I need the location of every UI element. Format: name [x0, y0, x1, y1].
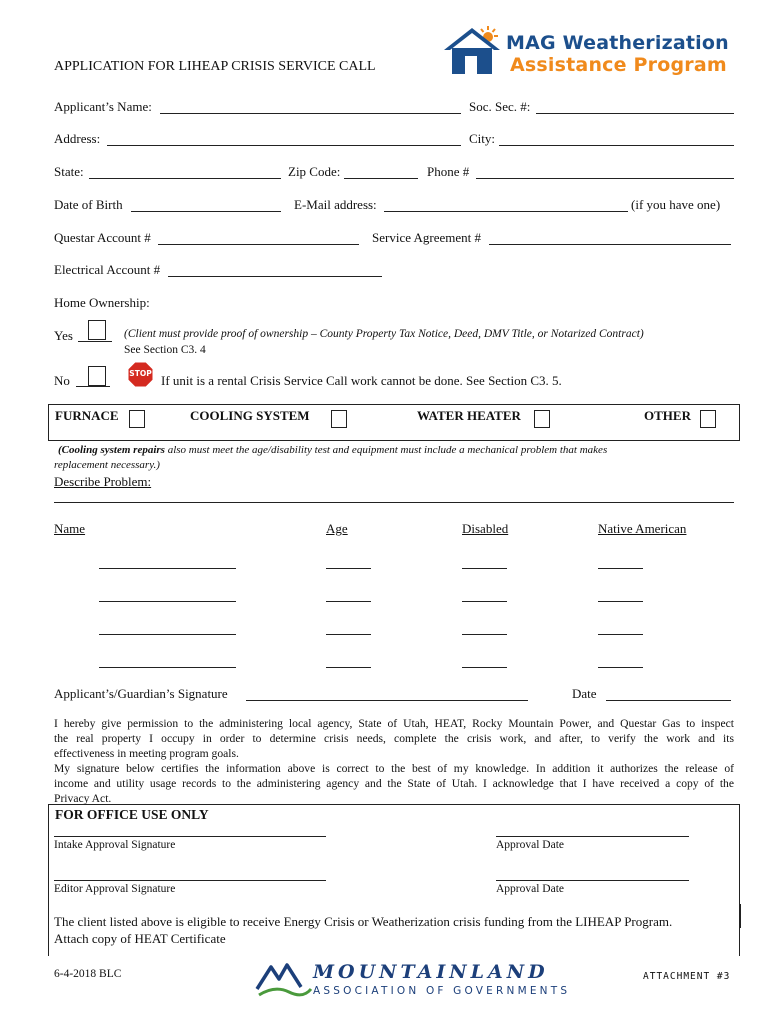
stop-sign-text: STOP — [129, 369, 152, 378]
address-line[interactable] — [107, 145, 461, 146]
office-title: FOR OFFICE USE ONLY — [55, 807, 209, 822]
yes-section: See Section C3. 4 — [124, 344, 206, 356]
stop-sign-icon — [127, 361, 154, 388]
phone-label: Phone # — [427, 164, 470, 179]
dob-label: Date of Birth — [54, 197, 123, 212]
row4-name[interactable] — [99, 667, 236, 668]
zip-line[interactable] — [344, 178, 418, 179]
mountainland-logo — [255, 959, 571, 1003]
applicant-name-label: Applicant’s Name: — [54, 99, 152, 114]
no-label: No — [54, 373, 70, 388]
logo-line2: Assistance Program — [510, 54, 727, 76]
row1-name[interactable] — [99, 568, 236, 569]
eligible-line2: Attach copy of HEAT Certificate — [54, 931, 226, 946]
row4-age[interactable] — [326, 667, 371, 668]
editor-label: Editor Approval Signature — [54, 883, 176, 895]
permission-line4: My signature below certifies the information above is correct to the best of my knowledge. In addition it authorizes the release of — [54, 762, 734, 775]
cooling-note — [58, 444, 607, 456]
questar-line[interactable] — [158, 244, 359, 245]
org-line1: MOUNTAINLAND — [313, 961, 549, 983]
yes-checkbox[interactable] — [88, 320, 106, 340]
row2-age[interactable] — [326, 601, 371, 602]
electrical-line[interactable] — [168, 276, 382, 277]
date-line[interactable] — [606, 700, 731, 701]
attachment-label: ATTACHMENT #3 — [643, 971, 731, 982]
email-note: (if you have one) — [631, 197, 721, 212]
row3-disabled[interactable] — [462, 634, 507, 635]
soc-sec-label: Soc. Sec. #: — [469, 99, 531, 114]
footer-code: 6-4-2018 BLC — [54, 968, 122, 980]
no-note: If unit is a rental Crisis Service Call work cannot be done. See Section C3. 5. — [161, 373, 562, 388]
mag-logo — [442, 24, 729, 80]
yes-label: Yes — [54, 328, 73, 343]
col-age: Age — [326, 521, 348, 536]
describe-problem-label: Describe Problem: — [54, 474, 152, 489]
email-label: E-Mail address: — [294, 197, 377, 212]
cooling-note-line2: replacement necessary.) — [54, 459, 160, 471]
row1-disabled[interactable] — [462, 568, 507, 569]
eligible-line1: The client listed above is eligible to receive Energy Crisis or Weatherization crisis funding from the LIHEAP Program. — [54, 914, 673, 929]
row3-name[interactable] — [99, 634, 236, 635]
form-title: APPLICATION FOR LIHEAP CRISIS SERVICE CALL — [54, 59, 376, 74]
row4-disabled[interactable] — [462, 667, 507, 668]
electrical-label: Electrical Account # — [54, 262, 161, 277]
furnace-checkbox[interactable] — [129, 410, 145, 428]
city-line[interactable] — [499, 145, 734, 146]
approval-date-label-1: Approval Date — [496, 839, 565, 851]
intake-label: Intake Approval Signature — [54, 839, 176, 851]
service-agreement-label: Service Agreement # — [372, 230, 482, 245]
cooling-note-rest: also must meet the age/disability test and equipment must include a mechanical problem that makes — [164, 444, 608, 456]
row4-native[interactable] — [598, 667, 643, 668]
editor-signature-line[interactable] — [54, 880, 326, 881]
cooling-checkbox[interactable] — [331, 410, 347, 428]
city-label: City: — [469, 131, 496, 146]
intake-signature-line[interactable] — [54, 836, 326, 837]
furnace-label: FURNACE — [55, 408, 119, 423]
house-sun-icon — [442, 24, 506, 76]
approval-date-line-1[interactable] — [496, 836, 689, 837]
row2-native[interactable] — [598, 601, 643, 602]
service-agreement-line[interactable] — [489, 244, 731, 245]
mountains-icon — [255, 959, 313, 999]
water-heater-checkbox[interactable] — [534, 410, 550, 428]
col-native-american: Native American — [598, 521, 687, 536]
date-label: Date — [572, 686, 597, 701]
no-underline — [76, 386, 110, 387]
row2-disabled[interactable] — [462, 601, 507, 602]
address-label: Address: — [54, 131, 101, 146]
office-box-right-mark — [739, 904, 741, 928]
email-line[interactable] — [384, 211, 628, 212]
zip-label: Zip Code: — [288, 164, 341, 179]
phone-line[interactable] — [476, 178, 734, 179]
home-ownership-label: Home Ownership: — [54, 295, 150, 310]
other-label: OTHER — [644, 408, 691, 423]
soc-sec-line[interactable] — [536, 113, 734, 114]
state-line[interactable] — [89, 178, 281, 179]
row3-age[interactable] — [326, 634, 371, 635]
permission-line5: income and utility usage records to the administering agency and the State of Utah. I acknowledge that I have received a copy of the — [54, 777, 734, 790]
cooling-note-bold: (Cooling system repairs — [58, 444, 165, 456]
row1-native[interactable] — [598, 568, 643, 569]
row3-native[interactable] — [598, 634, 643, 635]
other-checkbox[interactable] — [700, 410, 716, 428]
col-disabled: Disabled — [462, 521, 509, 536]
permission-paragraph — [54, 716, 734, 806]
dob-line[interactable] — [131, 211, 281, 212]
state-label: State: — [54, 164, 84, 179]
org-line2: ASSOCIATION OF GOVERNMENTS — [313, 985, 571, 997]
row2-name[interactable] — [99, 601, 236, 602]
permission-line6: Privacy Act. — [54, 792, 112, 805]
approval-date-label-2: Approval Date — [496, 883, 565, 895]
services-box — [48, 404, 740, 441]
permission-line3: effectiveness in meeting program goals. — [54, 747, 239, 760]
water-heater-label: WATER HEATER — [417, 408, 521, 423]
approval-date-line-2[interactable] — [496, 880, 689, 881]
yes-note: (Client must provide proof of ownership – County Property Tax Notice, Deed, DMV Title, or Notarized Contract) — [124, 328, 644, 340]
logo-line1: MAG Weatherization — [506, 32, 729, 54]
col-name: Name — [54, 521, 86, 536]
permission-line2: the real property I occupy in order to determine crisis needs, complete the crisis work, and after, to verify the work and its — [54, 732, 734, 745]
cooling-label: COOLING SYSTEM — [190, 408, 310, 423]
permission-line1: I hereby give permission to the administering local agency, State of Utah, HEAT, Rocky Mountain Power, and Questar Gas to inspect — [54, 717, 734, 730]
signature-line[interactable] — [246, 700, 528, 701]
yes-underline — [78, 341, 112, 342]
row1-age[interactable] — [326, 568, 371, 569]
questar-label: Questar Account # — [54, 230, 151, 245]
applicant-name-line[interactable] — [160, 113, 461, 114]
no-checkbox[interactable] — [88, 366, 106, 386]
describe-problem-line[interactable] — [54, 502, 734, 503]
signature-label: Applicant’s/Guardian’s Signature — [54, 686, 228, 701]
